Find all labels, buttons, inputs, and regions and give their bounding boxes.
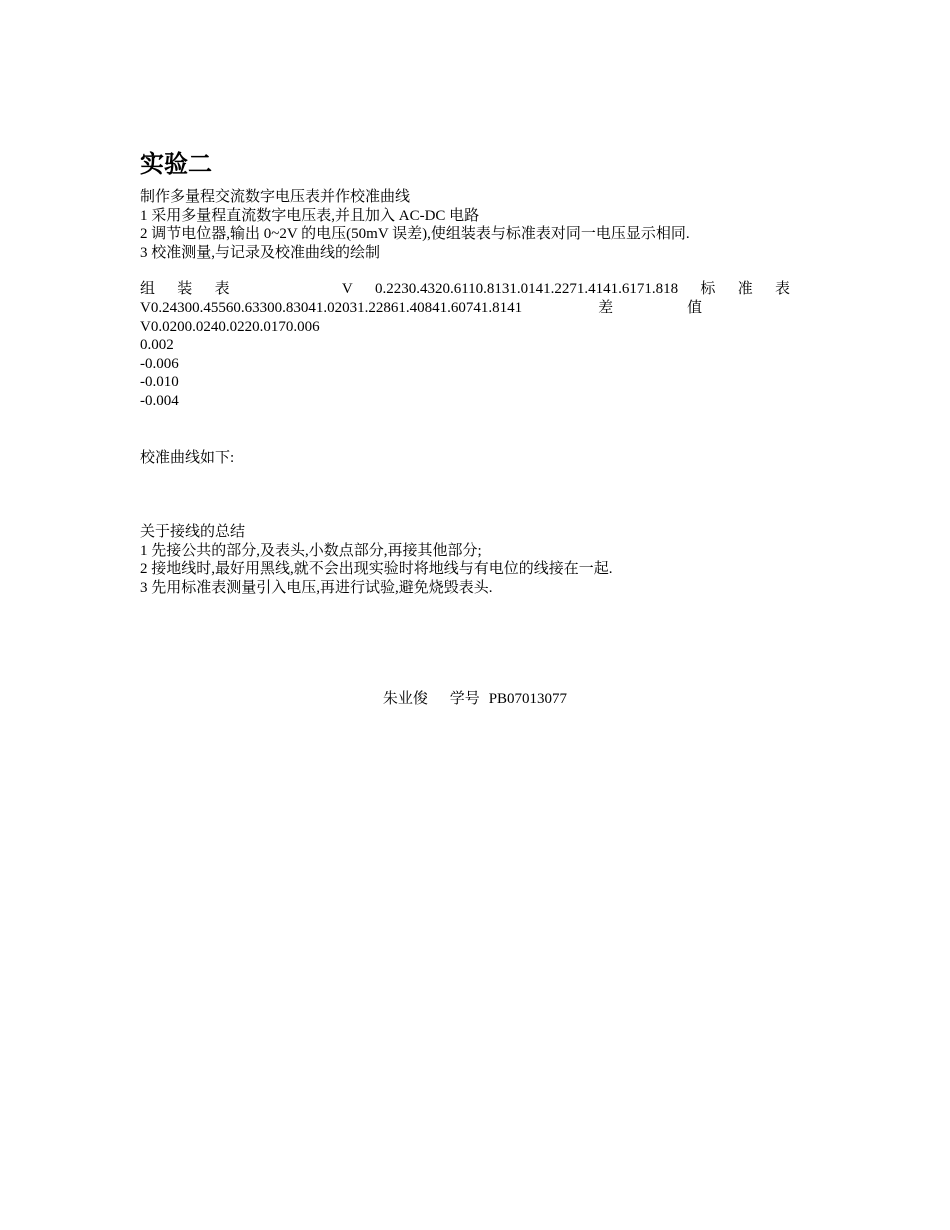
document-body: [140, 148, 790, 598]
intro-section: [140, 188, 790, 262]
calibration-data-text: [140, 280, 790, 410]
author-name: 朱业俊: [382, 691, 428, 707]
diff-label-char: 差: [598, 299, 614, 316]
summary-line: 1 先接公共的部分,及表头,小数点部分,再接其他部分;: [140, 542, 482, 559]
diff-label-char: 值: [687, 299, 703, 316]
data-row-assembled: [140, 280, 790, 299]
assembled-label-char: 表: [214, 281, 230, 298]
summary-heading: 关于接线的总结: [140, 524, 246, 541]
data-extra-line: -0.010: [140, 374, 179, 391]
curve-caption: 校准曲线如下:: [140, 449, 235, 466]
data-extra-line: -0.004: [140, 392, 179, 409]
assembled-label-char: 组: [140, 281, 156, 298]
student-id-label: 学号: [449, 691, 480, 707]
standard-label-char: 表: [774, 281, 790, 298]
signature-line: [0, 690, 950, 709]
data-row-diff: V0.0200.0240.0220.0170.006: [140, 318, 320, 335]
data-extra-line: -0.006: [140, 355, 179, 372]
assembled-values: 0.2230.4320.6110.8131.0141.2271.4141.6171.818: [374, 281, 679, 298]
page-title: 实验二: [140, 150, 212, 178]
data-extra-line: 0.002: [140, 337, 174, 354]
standard-values: V0.24300.45560.63300.83041.02031.22861.40841.60741.8141: [140, 299, 523, 316]
assembled-label-char: 装: [177, 281, 193, 298]
summary-line: 2 接地线时,最好用黑线,就不会出现实验时将地线与有电位的线接在一起.: [140, 561, 613, 578]
assembled-unit: V: [341, 281, 353, 298]
data-row-standard: [140, 299, 790, 318]
intro-line: 1 采用多量程直流数字电压表,并且加入 AC-DC 电路: [140, 207, 480, 224]
standard-label-char: 标: [700, 281, 716, 298]
summary-section: [140, 523, 790, 597]
intro-line: 3 校准测量,与记录及校准曲线的绘制: [140, 244, 381, 261]
intro-line: 2 调节电位器,输出 0~2V 的电压(50mV 误差),使组装表与标准表对同一电压显示相同.: [140, 226, 690, 243]
standard-label-char: 准: [737, 281, 753, 298]
summary-line: 3 先用标准表测量引入电压,再进行试验,避免烧毁表头.: [140, 579, 493, 596]
intro-line: 制作多量程交流数字电压表并作校准曲线: [140, 189, 411, 205]
student-id-value: PB07013077: [488, 691, 568, 707]
